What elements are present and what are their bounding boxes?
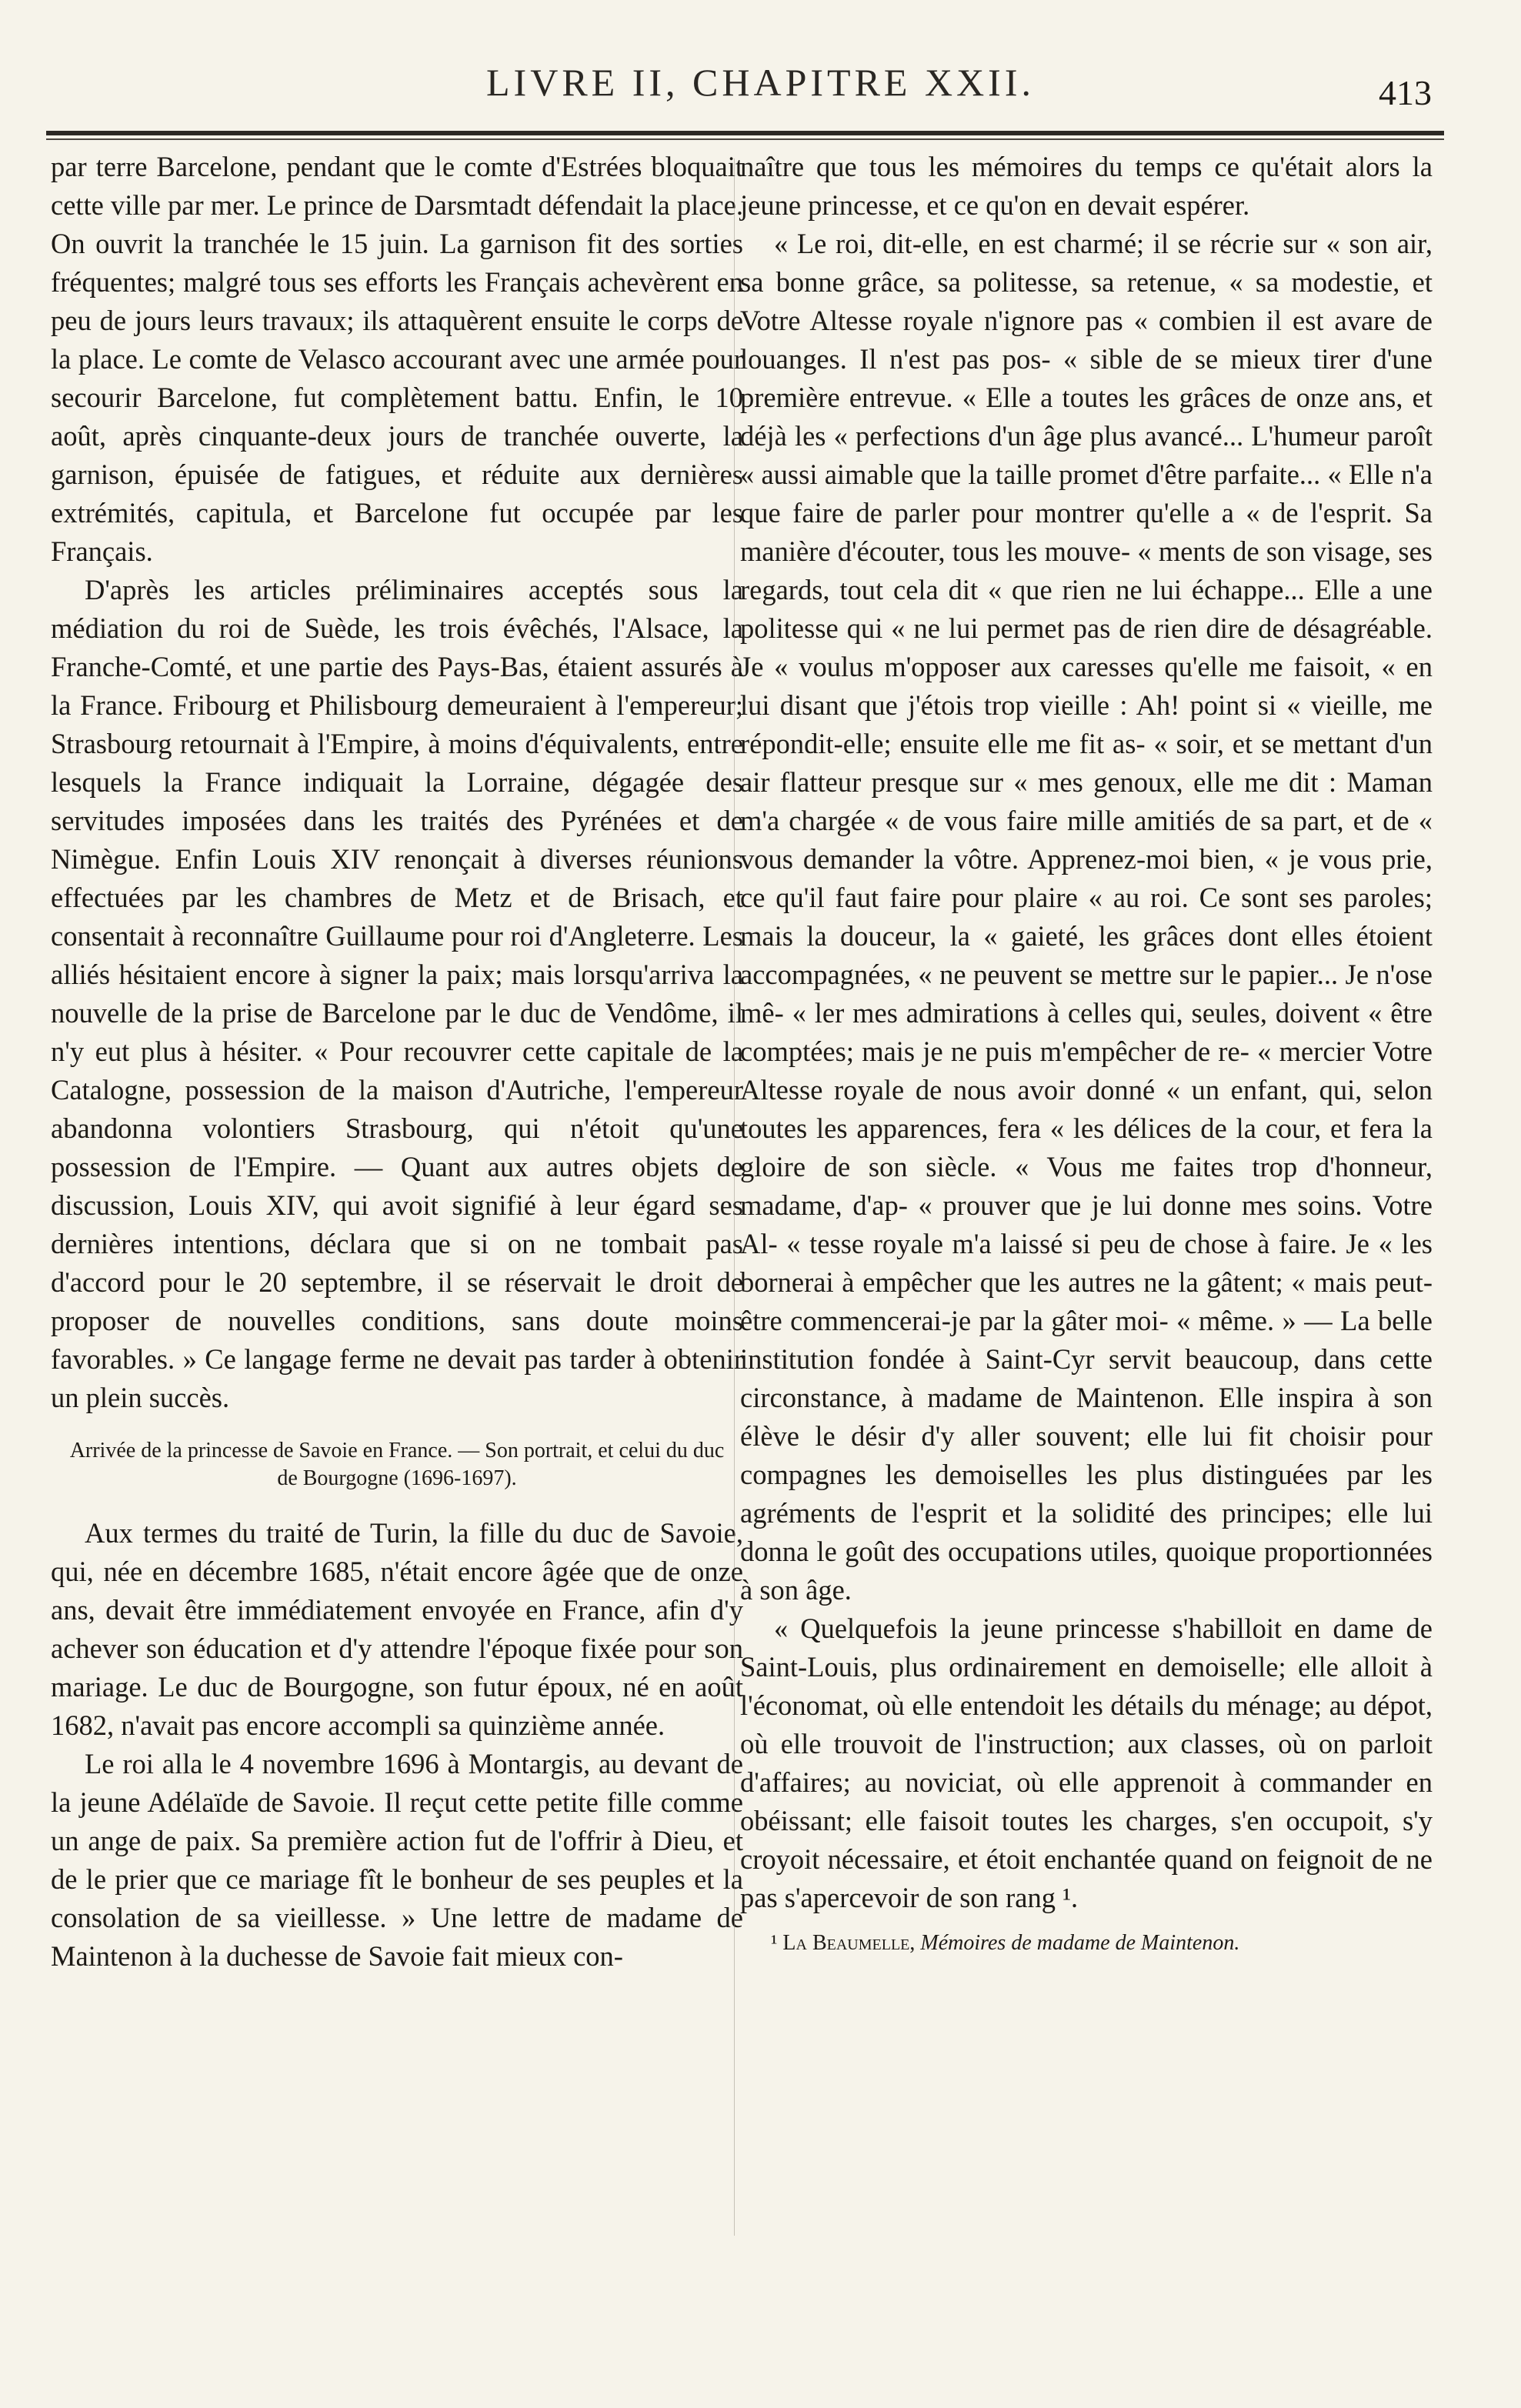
paragraph: Aux termes du traité de Turin, la fille du duc de Savoie, qui, née en décembre 1685, n'était encore âgée que de onze ans, devait être immédiatement envoyée en France, afin d'y achever son éducation et d'y attendre l'époque fixée pour son mariage. Le duc de Bourgogne, son futur époux, né en août 1682, n'avait pas encore accompli sa quinzième année. — [51, 1517, 743, 1741]
footnote-marker: ¹ — [771, 1931, 778, 1955]
paragraph: « Quelquefois la jeune princesse s'habilloit en dame de Saint-Louis, plus ordinairement en demoiselle; elle alloit à l'économat, où elle entendoit les détails du ménage; au dépot, où elle trouvoit de l'instruction; aux classes, où on parloit d'affaires; au noviciat, où elle apprenoit à commander en obéissant; elle faisoit toutes les charges, s'en occupoit, s'y croyoit nécessaire, et étoit enchantée quand on feignoit de ne pas s'apercevoir de son rang ¹. — [740, 1613, 1433, 1913]
paragraph: D'après les articles préliminaires acceptés sous la médiation du roi de Suède, les trois évêchés, l'Alsace, la Franche-Comté, et une partie des Pays-Bas, étaient assurés à la France. Fribourg et Philisbourg demeuraient à l'empereur; Strasbourg retournait à l'Empire, à moins d'équivalents, entre lesquels la France indiquait la Lorraine, dégagée des servitudes imposées dans les traités des Pyrénées et de Nimègue. Enfin Louis XIV renonçait à diverses réunions effectuées par les chambres de Metz et de Brisach, et consentait à reconnaître Guillaume pour roi d'Angleterre. Les alliés hésitaient encore à signer la paix; mais lorsqu'arriva la nouvelle de la prise de Barcelone par le duc de Vendôme, il n'y eut plus à hésiter. « Pour recouvrer cette capitale de la Catalogne, possession de la maison d'Autriche, l'empereur abandonna volontiers Strasbourg, qui n'étoit qu'une possession de l'Empire. — Quant aux autres objets de discussion, Louis XIV, qui avoit signifié à leur égard ses dernières intentions, déclara que si on ne tombait pas d'accord pour le 20 septembre, il se réservait le droit de proposer de nouvelles conditions, sans doute moins favorables. » Ce langage ferme ne devait pas tarder à obtenir un plein succès. — [51, 574, 743, 1413]
page-header — [46, 60, 1475, 122]
page-number: 413 — [1379, 73, 1432, 112]
column-separator — [734, 158, 735, 2236]
section-sidenote: Arrivée de la princesse de Savoie en France. — Son portrait, et celui du duc de Bourgogne (1696-1697). — [69, 1439, 725, 1490]
right-column — [740, 148, 1433, 1957]
header-rule — [46, 131, 1444, 140]
paragraph: Le roi alla le 4 novembre 1696 à Montargis, au devant de la jeune Adélaïde de Savoie. Il reçut cette petite fille comme un ange de paix. Sa première action fut de l'offrir à Dieu, et de le prier que ce mariage fît le bonheur de ses peuples et la consolation de sa vieillesse. » Une lettre de madame de Maintenon à la duchesse de Savoie fait mieux con- — [51, 1748, 743, 1972]
left-column — [51, 148, 743, 1976]
paragraph: par terre Barcelone, pendant que le comte d'Estrées bloquait cette ville par mer. Le prince de Darsmtadt défendait la place. On ouvrit la tranchée le 15 juin. La garnison fit des sorties fréquentes; malgré tous ses efforts les Français achevèrent en peu de jours leurs travaux; ils attaquèrent ensuite le corps de la place. Le comte de Velasco accourant avec une armée pour secourir Barcelone, fut complètement battu. Enfin, le 10 août, après cinquante-deux jours de tranchée ouverte, la garnison, épuisée de fatigues, et réduite aux dernières extrémités, capitula, et Barcelone fut occupée par les Français. — [51, 151, 743, 567]
footnote-author: La Beaumelle — [782, 1931, 910, 1955]
footnote-title: Mémoires de madame de Maintenon. — [920, 1931, 1240, 1955]
running-head: LIVRE II, CHAPITRE XXII. — [486, 61, 1035, 104]
paragraph: « Le roi, dit-elle, en est charmé; il se récrie sur « son air, sa bonne grâce, sa politesse, sa retenue, « sa modestie, et Votre Altesse royale n'ignore pas « combien il est avare de louanges. Il n'est pas pos- « sible de se mieux tirer d'une première entrevue. « Elle a toutes les grâces de onze ans, et déjà les « perfections d'un âge plus avancé... L'humeur paroît « aussi aimable que la taille promet d'être parfaite... « Elle n'a que faire de parler pour montrer qu'elle a « de l'esprit. Sa manière d'écouter, tous les mouve- « ments de son visage, ses regards, tout cela dit « que rien ne lui échappe... Elle a une politesse qui « ne lui permet pas de rien dire de désagréable. Je « voulus m'opposer aux caresses qu'elle me faisoit, « en lui disant que j'étois trop vieille : Ah! point si « vieille, me répondit-elle; ensuite elle me fit as- « soir, et se mettant d'un air flatteur presque sur « mes genoux, elle me dit : Maman m'a chargée « de vous faire mille amitiés de sa part, et de « vous demander la vôtre. Apprenez-moi bien, « je vous prie, ce qu'il faut faire pour plaire « au roi. Ce sont ses paroles; mais la douceur, la « gaieté, les grâces dont elles étoient accompagnées, « ne peuvent se mettre sur le papier... Je n'ose mê- « ler mes admirations à celles qui, seules, doivent « être comptées; mais je ne puis m'empêcher de re- « mercier Votre Altesse royale de nous avoir donné « un enfant, qui, selon toutes les apparences, fera « les délices de la cour, et fera la gloire de son siècle. « Vous me faites trop d'honneur, madame, d'ap- « prouver que je lui donne mes soins. Votre Al- « tesse royale m'a laissé si peu de chose à faire. Je « les bornerai à empêcher que les autres ne la gâtent; « mais peut-être commencerai-je par la gâter moi- « même. » — La belle institution fondée à Saint-Cyr servit beaucoup, dans cette circonstance, à madame de Maintenon. Elle inspira à son élève le désir d'y aller souvent; elle lui fit choisir pour compagnes les demoiselles les plus distinguées par les agréments de l'esprit et la solidité des principes; elle lui donna le goût des occupations utiles, quoique proportionnées à son âge. — [740, 228, 1433, 1606]
footnote: ¹ La Beaumelle, Mémoires de madame de Maintenon. — [771, 1931, 1240, 1955]
paragraph: naître que tous les mémoires du temps ce qu'était alors la jeune princesse, et ce qu'on en devait espérer. — [740, 151, 1433, 221]
